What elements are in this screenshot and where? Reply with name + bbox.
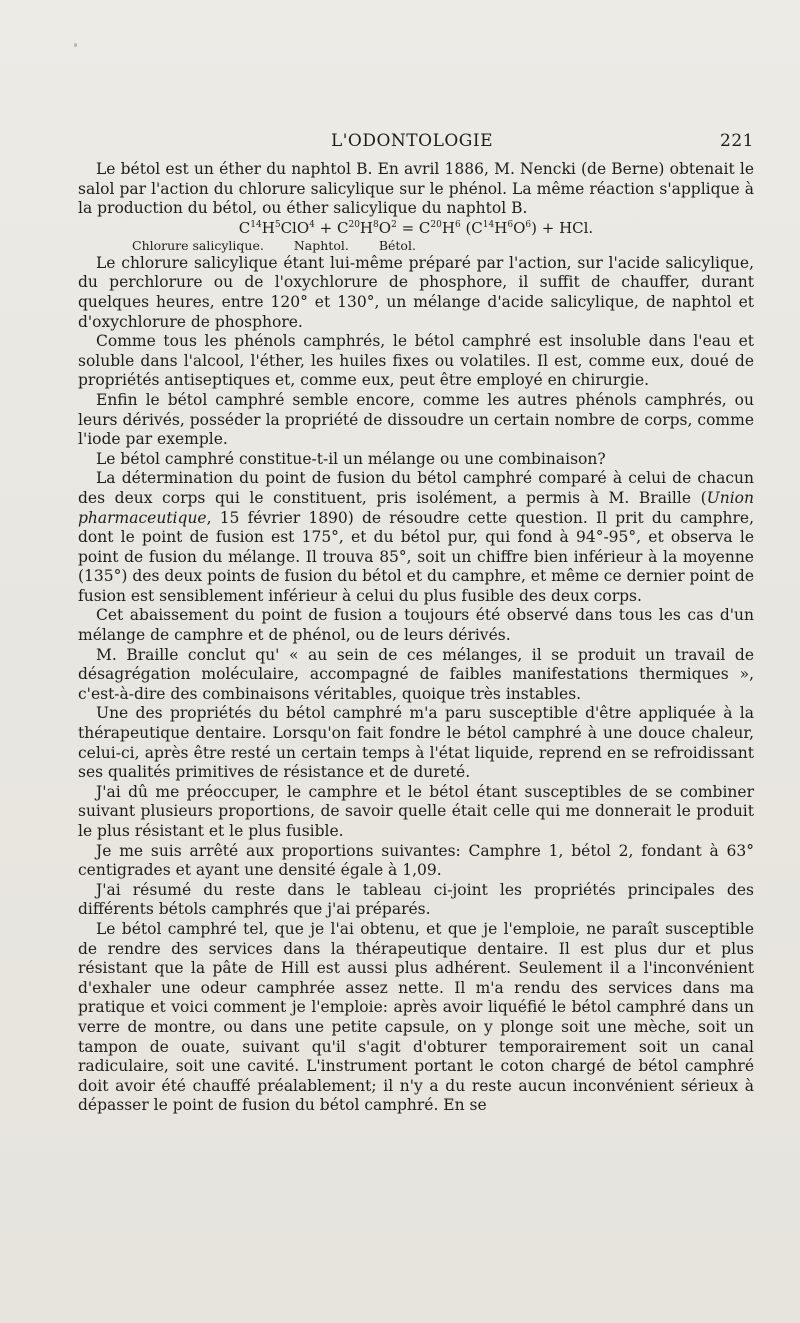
paragraph-3: Comme tous les phénols camphrés, le bétol camphré est insoluble dans l'eau et soluble dans l'alcool, l'éther, les huiles fixes ou volatiles. Il est, comme eux, doué de propriétés antiseptiques et, comme eux, peut être employé en chirurgie.	[78, 332, 754, 390]
paper-speck	[74, 43, 77, 47]
paragraph-4: Enfin le bétol camphré semble encore, comme les autres phénols camphrés, ou leurs dérivés, posséder la propriété de dissoudre un certain nombre de corps, comme l'iode par exemple.	[78, 390, 754, 449]
paragraph-5: Le bétol camphré constitue-t-il un mélange ou une combinaison?	[96, 449, 606, 468]
caption-chlorure: Chlorure salicylique.	[132, 237, 264, 253]
paragraph-11: Je me suis arrêté aux proportions suivantes: Camphre 1, bétol 2, fondant à 63° centigrades et ayant une densité égale à 1,09.	[78, 841, 754, 880]
chemical-equation: $C^{14}H^5ClO^4 + C^{20}H^8O^2 = C^{20}H^6$ $(C^{14}H^6O^6)$ + HCl.	[238, 218, 594, 237]
citation-journal: Union pharmaceutique	[78, 488, 754, 527]
paragraph-8: M. Braille conclut qu' « au sein de ces mélanges, il se produit un travail de désagrégation moléculaire, accompagné de faibles manifestations thermiques », c'est-à-dire des combinaisons véritables, quoique très instables.	[78, 645, 754, 703]
equation-caption	[78, 238, 754, 254]
running-header	[70, 131, 754, 155]
paragraph-2: Le chlorure salicylique étant lui-même préparé par l'action, sur l'acide salicylique, du perchlorure ou de l'oxychlorure de phosphore, il suffit de chauffer, durant quelques heures, entre 120° et 130°, un mélange d'acide salicylique, de naphtol et d'oxychlorure de phosphore.	[78, 253, 754, 331]
paragraph-10: J'ai dû me préoccuper, le camphre et le bétol étant susceptibles de se combiner suivant plusieurs proportions, de savoir quelle était celle qui me donnerait le produit le plus résistant et le plus fusible.	[78, 782, 754, 840]
caption-naphtol: Naphtol.	[293, 237, 349, 253]
paragraph-13: Le bétol camphré tel, que je l'ai obtenu, et que je l'emploie, ne paraît susceptible de rendre des services dans la thérapeutique dentaire. Il est plus dur et plus résistant que la pâte de Hill est aussi plus adhérent. Seulement il a l'inconvénient d'exhaler une odeur camphrée assez nette. Il m'a rendu des services dans ma pratique et voici comment je l'emploie: après avoir liquéfié le bétol camphré dans un verre de montre, ou dans une petite capsule, on y plonge soit une mèche, soit un tampon de ouate, suivant qu'il s'agit d'obturer temporairement soit un canal radiculaire, soit une cavité. L'instrument portant le coton chargé de bétol camphré doit avoir été chauffé préalablement; il n'y a du reste aucun inconvénient sérieux à dépasser le point de fusion du bétol camphré. En se	[78, 919, 754, 1115]
paragraph-7: Cet abaissement du point de fusion a toujours été observé dans tous les cas d'un mélange de camphre et de phénol, ou de leurs dérivés.	[78, 606, 754, 645]
paragraph-9: Une des propriétés du bétol camphré m'a paru susceptible d'être appliquée à la thérapeutique dentaire. Lorsqu'on fait fondre le bétol camphré à une douce chaleur, celui-ci, après être resté un certain temps à l'état liquide, reprend en se refroidissant ses qualités primitives de résistance et de dureté.	[78, 704, 754, 782]
journal-title: L'ODONTOLOGIE	[330, 131, 494, 151]
paragraph-12: J'ai résumé du reste dans le tableau ci-joint les propriétés principales des différents bétols camphrés que j'ai préparés.	[78, 880, 754, 919]
article-body	[78, 160, 754, 1116]
paragraph-6: La détermination du point de fusion du bétol camphré comparé à celui de chacun des deux corps qui le constituent, pris isolément, a permis à M. Braille (Union pharmaceutique, 15 février 1890) de résoudre cette question. Il prit du camphre, dont le point de fusion est 175°, et du bétol pur, qui fond à 94°-95°, et observa le point de fusion du mélange. Il trouva 85°, soit un chiffre bien inférieur à la moyenne (135°) des deux points de fusion du bétol et du camphre, et même ce dernier point de fusion est sensiblement inférieur à celui du plus fusible des deux corps.	[78, 469, 754, 605]
caption-betol: Bétol.	[378, 237, 416, 253]
page-number: 221	[720, 131, 754, 151]
paragraph-1: Le bétol est un éther du naphtol B. En avril 1886, M. Nencki (de Berne) obtenait le salol par l'action du chlorure salicylique sur le phénol. La même réaction s'applique à la production du bétol, ou éther salicylique du naphtol B.	[78, 160, 754, 218]
